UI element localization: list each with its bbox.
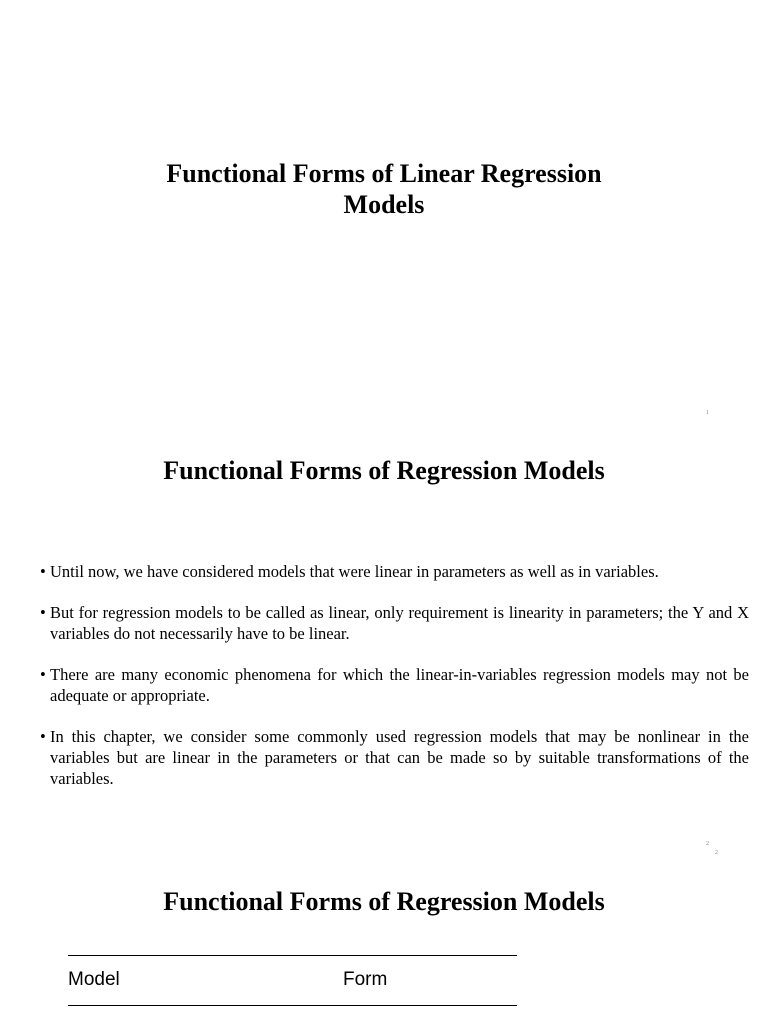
slide-2-title: Functional Forms of Regression Models bbox=[163, 456, 605, 485]
bullet-item bbox=[40, 561, 749, 582]
bullet-list bbox=[40, 561, 749, 809]
bullet-text: Until now, we have considered models that were linear in parameters as well as in variables. bbox=[50, 562, 659, 581]
bullet-item bbox=[40, 726, 749, 789]
table-header-form: Form bbox=[343, 969, 388, 990]
bullet-text: In this chapter, we consider some commonly used regression models that may be nonlinear in the variables but are linear in the parameters or that can be made so by suitable transformations of the variables. bbox=[50, 727, 749, 788]
bullet-marker: • bbox=[40, 727, 46, 746]
slide-3-title: Functional Forms of Regression Models bbox=[163, 887, 605, 916]
slide-1-title-line-2: Models bbox=[343, 190, 425, 219]
bullet-text: There are many economic phenomena for which the linear-in-variables regression models may not be adequate or appropriate. bbox=[50, 665, 749, 705]
slide-2-page-number: 2 bbox=[706, 841, 709, 847]
table-header-model: Model bbox=[68, 969, 120, 990]
slide-3 bbox=[0, 862, 768, 1024]
slide-2-page-number-secondary: 2 bbox=[715, 850, 718, 856]
slide-2 bbox=[0, 425, 768, 862]
bullet-item bbox=[40, 602, 749, 644]
slide-1 bbox=[0, 0, 768, 425]
bullet-text: But for regression models to be called as linear, only requirement is linearity in parameters; the Y and X variables do not necessarily have to be linear. bbox=[50, 603, 749, 643]
functional-forms-table bbox=[68, 955, 517, 1006]
table-header-row bbox=[68, 956, 517, 1005]
slide-1-title-line-1: Functional Forms of Linear Regression bbox=[166, 159, 602, 188]
bullet-marker: • bbox=[40, 603, 46, 622]
bullet-marker: • bbox=[40, 562, 46, 581]
bullet-item bbox=[40, 664, 749, 706]
table-header-rule bbox=[68, 1005, 517, 1006]
bullet-marker: • bbox=[40, 665, 46, 684]
slide-1-title bbox=[0, 158, 768, 220]
slide-1-page-number: 1 bbox=[706, 410, 709, 416]
